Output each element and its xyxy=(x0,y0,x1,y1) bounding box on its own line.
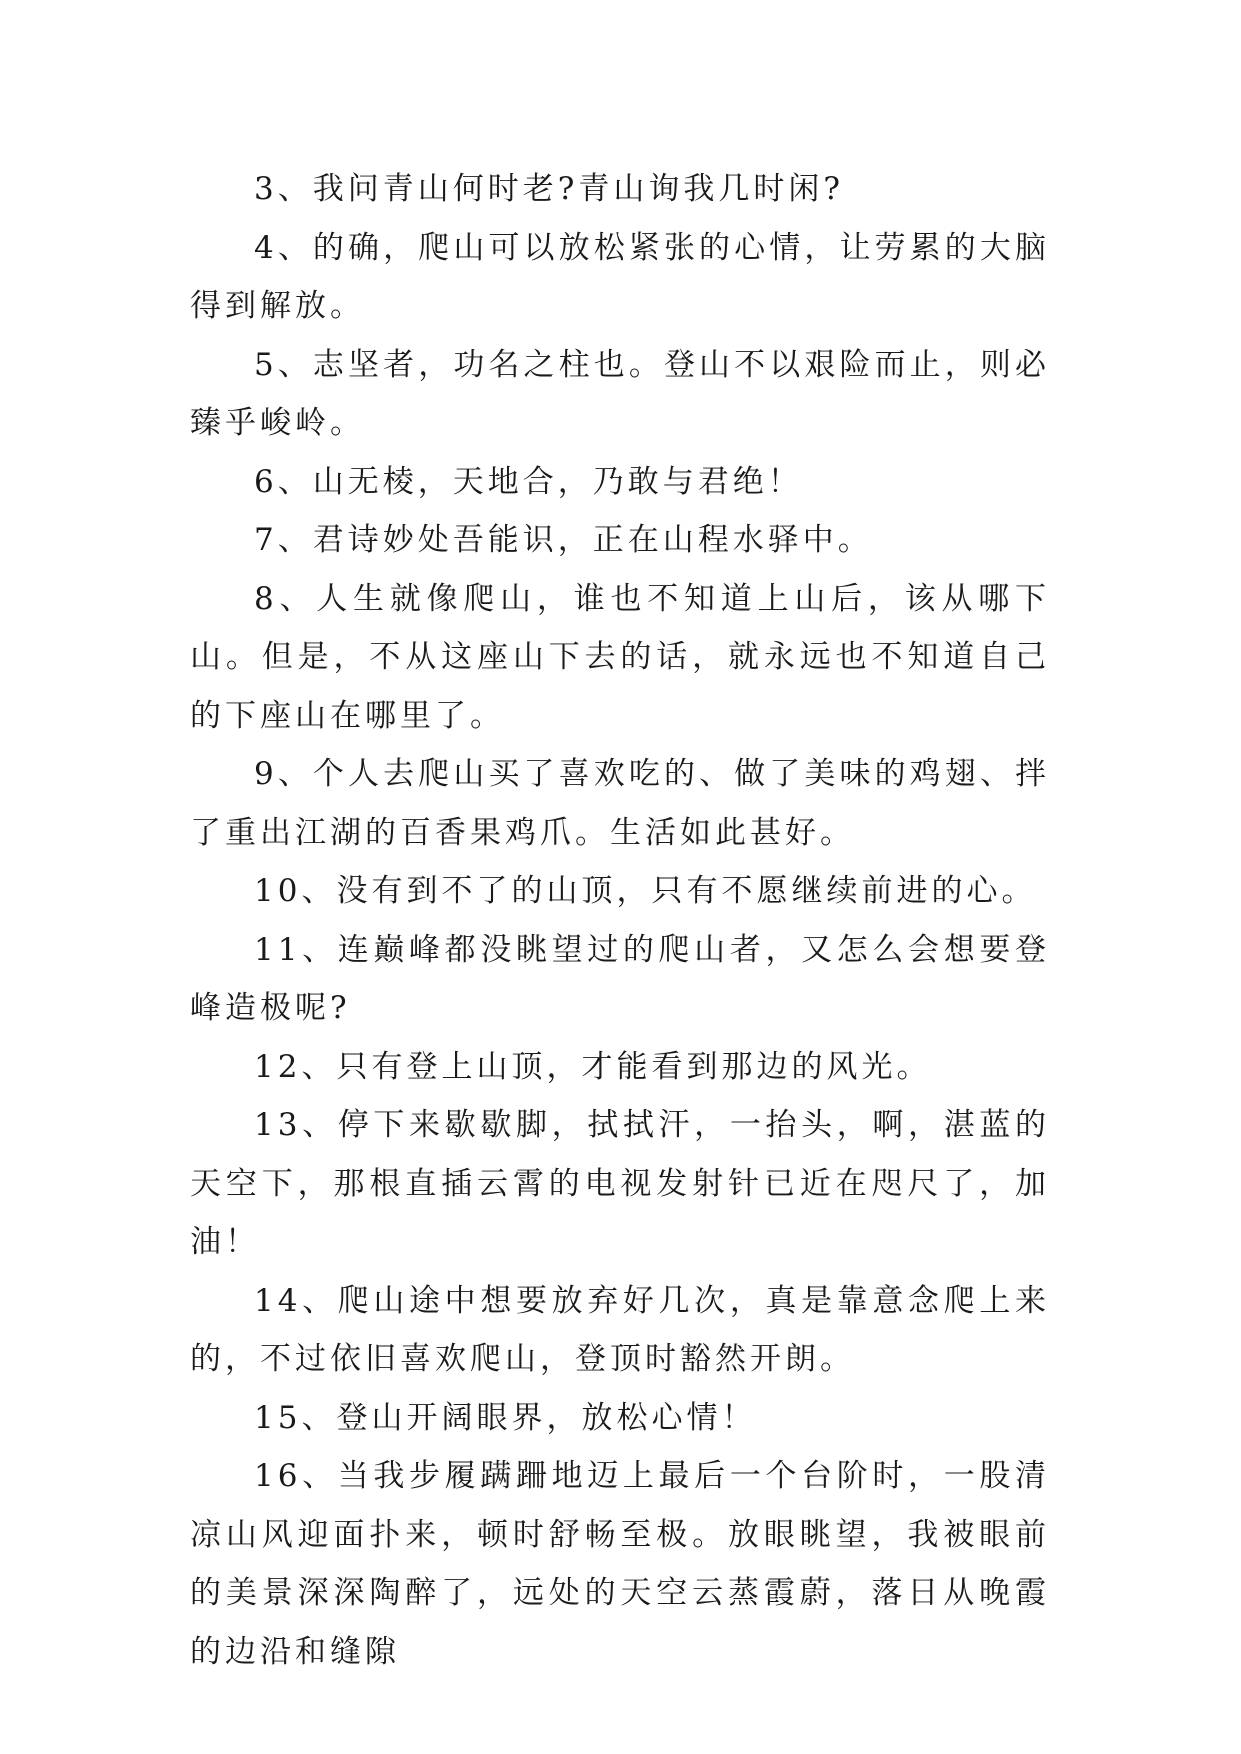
paragraph-15: 15、登山开阔眼界，放松心情！ xyxy=(254,1399,757,1436)
paragraph-11: 11、连巅峰都没眺望过的爬山者，又怎么会想要登峰造极呢? xyxy=(190,931,1050,1026)
paragraph-5: 5、志坚者，功名之柱也。登山不以艰险而止，则必臻乎峻岭。 xyxy=(190,346,1050,441)
paragraph-12: 12、只有登上山顶，才能看到那边的风光。 xyxy=(254,1048,932,1085)
paragraph-6: 6、山无棱，天地合，乃敢与君绝！ xyxy=(254,463,803,500)
paragraph-4: 4、的确，爬山可以放松紧张的心情，让劳累的大脑得到解放。 xyxy=(190,229,1050,324)
paragraph-14: 14、爬山途中想要放弃好几次，真是靠意念爬上来的，不过依旧喜欢爬山，登顶时豁然开朗。 xyxy=(190,1282,1050,1377)
paragraph-7: 7、君诗妙处吾能识，正在山程水驿中。 xyxy=(254,522,873,558)
paragraph-13: 13、停下来歇歇脚，拭拭汗，一抬头，啊，湛蓝的天空下，那根直插云霄的电视发射针已近在咫尺了，加油！ xyxy=(190,1107,1050,1260)
paragraph-9: 9、个人去爬山买了喜欢吃的、做了美味的鸡翅、拌了重出江湖的百香果鸡爪。生活如此甚好。 xyxy=(190,756,1050,851)
document-body xyxy=(190,160,1050,1681)
paragraph-16: 16、当我步履蹒跚地迈上最后一个台阶时，一股清凉山风迎面扑来，顿时舒畅至极。放眼眺望，我被眼前的美景深深陶醉了，远处的天空云蒸霞蔚，落日从晚霞的边沿和缝隙 xyxy=(190,1458,1050,1670)
paragraph-3: 3、我问青山何时老?青山询我几时闲? xyxy=(254,171,844,207)
paragraph-8: 8、人生就像爬山，谁也不知道上山后，该从哪下山。但是，不从这座山下去的话，就永远也不知道自己的下座山在哪里了。 xyxy=(190,580,1050,734)
paragraph-10: 10、没有到不了的山顶，只有不愿继续前进的心。 xyxy=(254,873,1037,909)
